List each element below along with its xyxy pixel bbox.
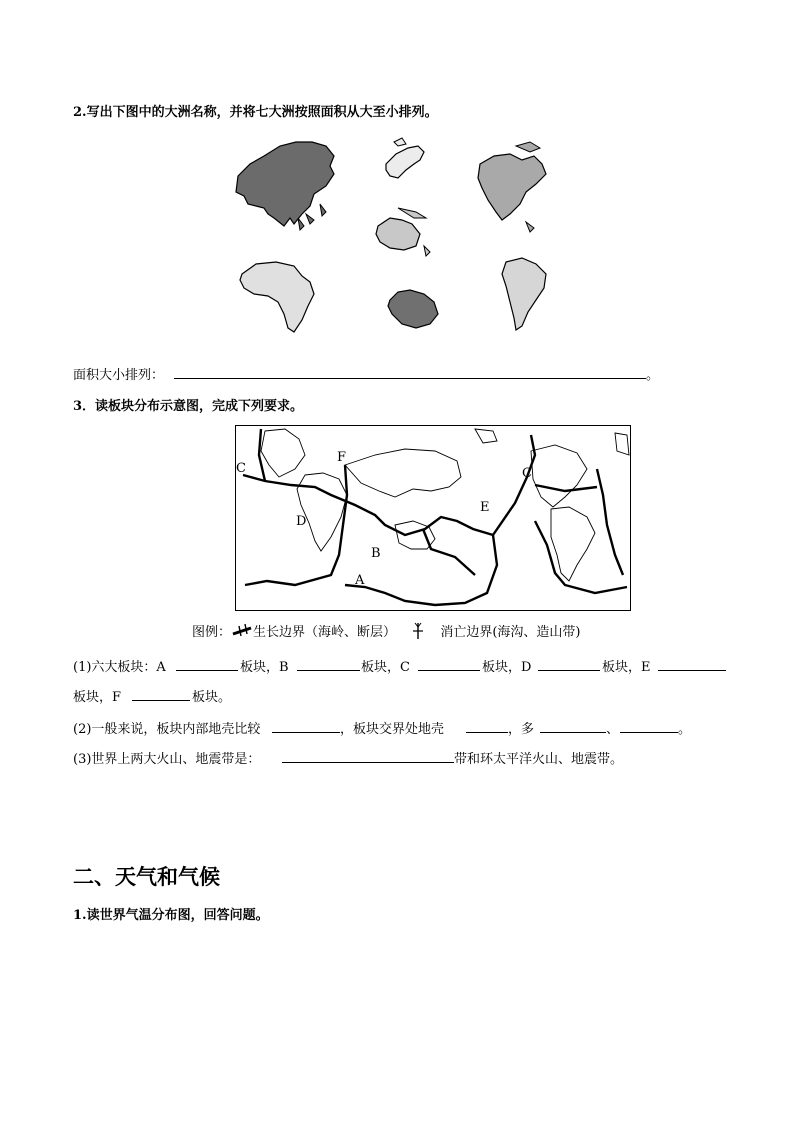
blank-volcano-belt[interactable]	[282, 762, 454, 763]
q3-sub1-line2-start: 板块，F	[73, 690, 122, 705]
q3-sub1-line2-end: 板块。	[192, 690, 232, 705]
q3-sub3-suffix: 带和环太平洋火山、地震带。	[454, 752, 624, 767]
q3-sub2-end: 。	[678, 722, 692, 737]
growth-boundary-icon	[231, 623, 253, 639]
q3-title: 3．读板块分布示意图，完成下列要求。	[73, 399, 304, 414]
q3-sub1-e: 板块，E	[602, 660, 651, 675]
plate-label-c-right: C	[522, 466, 532, 481]
section2-title: 二、天气和气候	[73, 864, 220, 889]
plate-label-f: F	[337, 450, 347, 465]
q2-title: 2.写出下图中的大洲名称，并将七大洲按照面积从大至小排列。	[73, 105, 438, 120]
q3-sub1-prefix: (1)六大板块：A	[73, 660, 166, 675]
q3-sub2-many: ，多	[508, 722, 535, 737]
legend-prefix: 图例：	[192, 625, 232, 640]
q3-sub2-mid: ，板块交界处地壳	[340, 722, 445, 737]
blank-plate-e[interactable]	[658, 670, 726, 671]
plate-map	[235, 425, 631, 611]
blank-crust-interior[interactable]	[272, 732, 340, 733]
blank-crust-boundary[interactable]	[466, 732, 508, 733]
oceania-shape	[376, 218, 420, 250]
plate-label-e: E	[480, 500, 490, 515]
plate-label-a: A	[355, 573, 365, 588]
q3-sub1-b: 板块，B	[240, 660, 289, 675]
blank-plate-f[interactable]	[132, 700, 190, 701]
q2-answer-blank[interactable]	[174, 378, 646, 379]
europe-shape	[386, 146, 424, 178]
south-america-shape	[502, 258, 546, 330]
blank-plate-a[interactable]	[176, 670, 238, 671]
north-america-shape	[478, 154, 546, 220]
q3-sub3-prefix: (3)世界上两大火山、地震带是：	[73, 752, 261, 767]
q3-sub2-prefix: (2)一般来说，板块内部地壳比较	[73, 722, 261, 737]
q2-answer-prefix: 面积大小排列：	[73, 368, 165, 383]
q3-sub1-d: 板块，D	[482, 660, 532, 675]
continents-figure	[230, 134, 570, 334]
plate-label-b: B	[371, 546, 381, 561]
section2-q1-title: 1.读世界气温分布图，回答问题。	[73, 908, 269, 923]
africa-shape	[240, 262, 314, 332]
asia-shape	[236, 142, 334, 226]
plate-label-c-left: C	[236, 461, 246, 476]
blank-plate-b[interactable]	[297, 670, 360, 671]
blank-plate-c[interactable]	[418, 670, 480, 671]
legend-subduction: 消亡边界(海沟、造山带)	[440, 625, 581, 640]
subduction-boundary-icon	[400, 622, 436, 640]
q2-answer-suffix: 。	[646, 368, 660, 383]
q3-sub2-sep: 、	[606, 722, 620, 737]
q3-sub1-c: 板块，C	[361, 660, 410, 675]
blank-many-2[interactable]	[620, 732, 678, 733]
legend-growth: 生长边界（海岭、断层）	[253, 625, 397, 640]
map-legend	[192, 621, 580, 640]
blank-plate-d[interactable]	[538, 670, 600, 671]
antarctica-shape	[388, 290, 438, 328]
blank-many-1[interactable]	[540, 732, 606, 733]
plate-label-d: D	[296, 514, 307, 529]
